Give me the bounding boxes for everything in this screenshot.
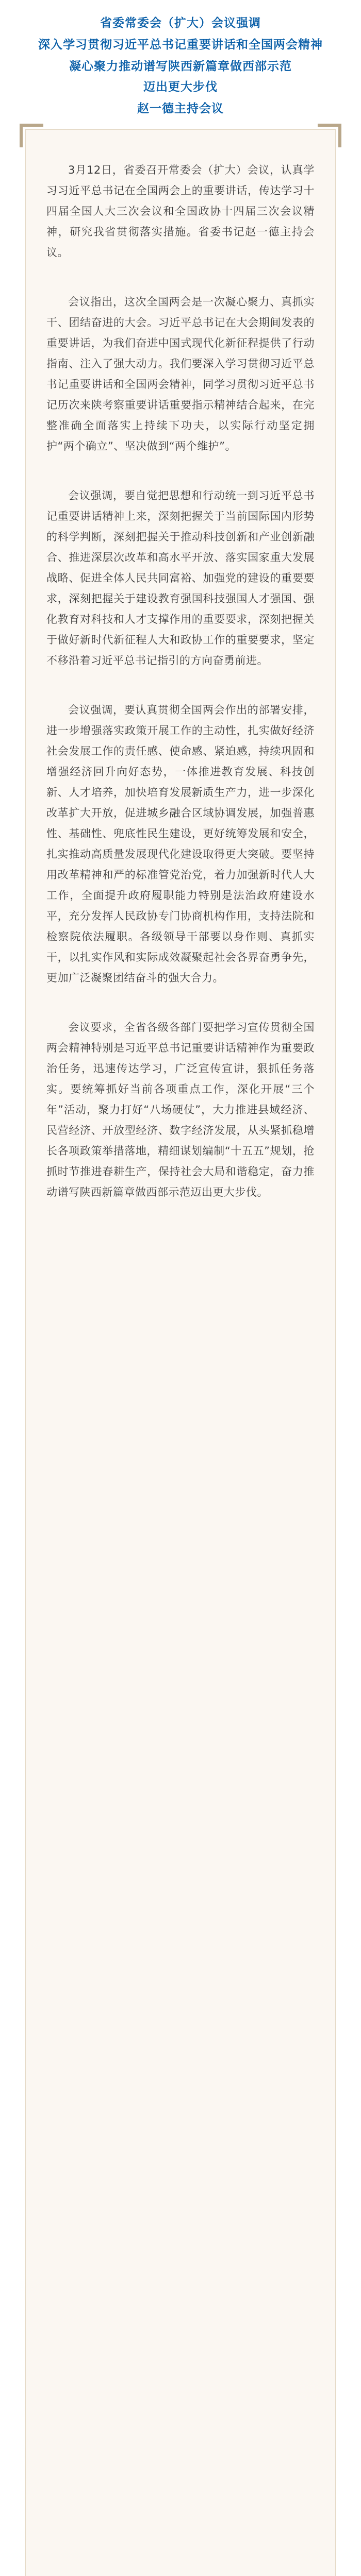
article-card <box>25 129 336 2576</box>
article-paragraph-1: 3月12日，省委召开常委会（扩大）会议，认真学习习近平总书记在全国两会上的重要讲话，传达学习十四届全国人大三次会议和全国政协十四届三次会议精神，研究我省贯彻落实措施。省委书记赵一德主持会议。 <box>46 164 315 259</box>
article-paragraph-3: 会议强调，要自觉把思想和行动统一到习近平总书记重要讲话精神上来，深刻把握关于当前国际国内形势的科学判断，深刻把握关于推动科技创新和产业创新融合、推进深层次改革和高水平开放、落实国家重大发展战略、促进全体人民共同富裕、加强党的建设的重要要求，深刻把握关于建设教育强国科技强国人才强国、强化教育对科技和人才支撑作用的重要要求，深刻把握关于做好新时代新征程人大和政协工作的重要要求，坚定不移沿着习近平总书记指引的方向奋勇前进。 <box>46 489 315 667</box>
corner-bracket-top-left <box>20 124 43 147</box>
headline-line-1: 省委常委会（扩大）会议强调 <box>100 16 261 30</box>
headline-line-2 <box>0 35 361 52</box>
corner-bracket-top-right <box>318 124 341 147</box>
headline-line-2b: 全国两会精神 <box>249 38 323 52</box>
article-paragraph-5: 会议要求，全省各级各部门要把学习宣传贯彻全国两会精神特别是习近平总书记重要讲话精神作为重要政治任务，迅速传达学习，广泛宣传宣讲，狠抓任务落实。要统筹抓好当前各项重点工作，深化开展“三个年”活动，聚力打好“八场硬仗”，大力推进县域经济、民营经济、开放型经济、数字经济发展，从头紧抓稳增长各项政策举措落地，精细谋划编制“十五五”规划，抢抓时节推进春耕生产，保持社会大局和谐稳定，奋力推动谱写陕西新篇章做西部示范迈出更大步伐。 <box>46 1021 315 1198</box>
article-paragraph-4: 会议强调，要认真贯彻全国两会作出的部署安排，进一步增强落实政策开展工作的主动性，扎实做好经济社会发展工作的责任感、使命感、紧迫感，持续巩固和增强经济回升向好态势，一体推进教育发展、科技创新、人才培养，加快培育发展新质生产力，进一步深化改革扩大开放，促进城乡融合区域协调发展，加强普惠性、基础性、兜底性民生建设，更好统筹发展和安全，扎实推动高质量发展现代化建设取得更大突破。要坚持用改革精神和严的标准管党治党，着力加强新时代人大工作，全面提升政府履职能力特别是法治政府建设水平，充分发挥人民政协专门协商机构作用，支持法院和检察院依法履职。各级领导干部要以身作则、真抓实干，以扎实作风和实际成效凝聚起社会各界奋勇争先，更加广泛凝聚团结奋斗的强大合力。 <box>46 704 315 984</box>
article-paragraph-2: 会议指出，这次全国两会是一次凝心聚力、真抓实干、团结奋进的大会。习近平总书记在大会期间发表的重要讲话，为我们奋进中国式现代化新征程提供了行动指南、注入了强大动力。我们要深入学习贯彻习近平总书记重要讲话和全国两会精神，同学习贯彻习近平总书记历次来陕考察重要讲话重要指示精神结合起来，在完整准确全面落实上持续下功夫，以实际行动坚定拥护“两个确立”、坚决做到“两个维护”。 <box>46 296 315 452</box>
headline-line-4: 迈出更大步伐 <box>143 80 218 94</box>
article-body <box>46 160 315 1231</box>
headline-line-2a: 深入学习贯彻习近平总书记重要讲话和 <box>38 38 249 52</box>
headline-line-5: 赵一德主持会议 <box>137 102 224 115</box>
headline-line-3: 凝心聚力推动谱写陕西新篇章做西部示范 <box>69 60 292 73</box>
